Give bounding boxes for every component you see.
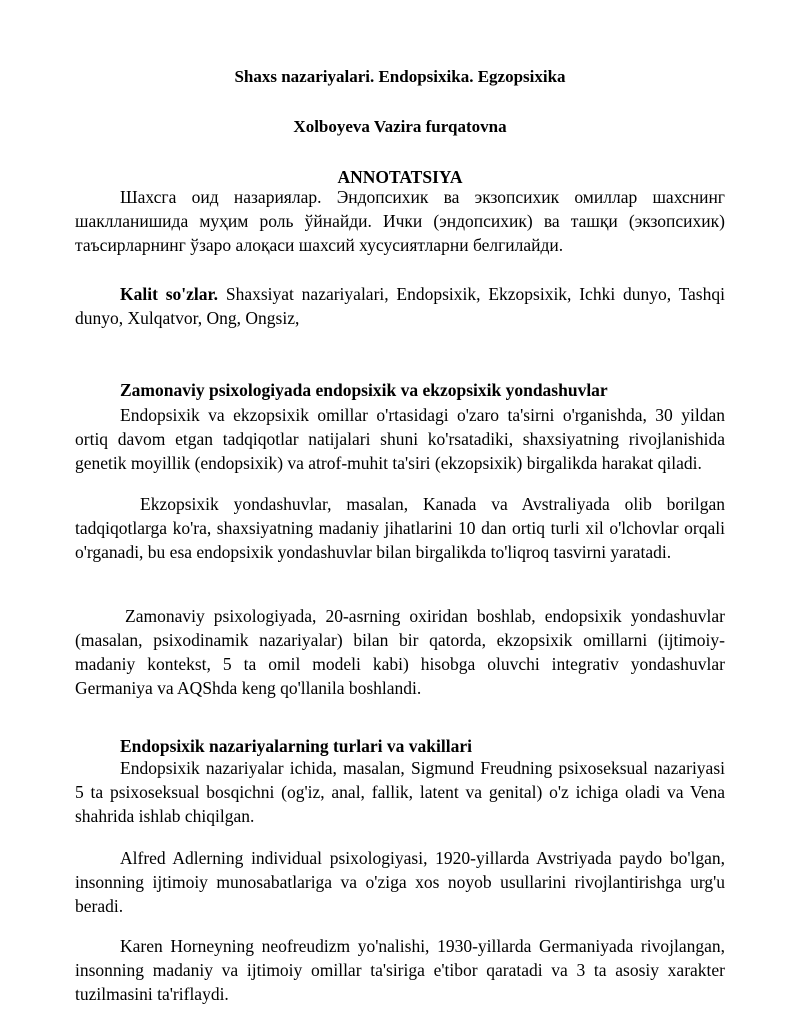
- body-paragraph: Endopsixik nazariyalar ichida, masalan, Sigmund Freudning psixoseksual nazariyasi 5 ta psixoseksual bosqichni (og'iz, anal, fallik, latent va genital) o'z ichiga oladi va Vena shahrida ishlab chiqilgan.: [75, 758, 725, 826]
- body-paragraph: Zamonaviy psixologiyada, 20-asrning oxiridan boshlab, endopsixik yondashuvlar (masalan, psixodinamik nazariyalar) bilan bir qatorda, ekzopsixik omillarni (ijtimoiy-madaniy kontekst, 5 ta omil modeli kabi) hisobga oluvchi integrativ yondashuvlar Germaniya va AQShda keng qo'llanila boshlandi.: [75, 606, 725, 698]
- author-name: Xolboyeva Vazira furqatovna: [293, 117, 507, 136]
- section-heading: Zamonaviy psixologiyada endopsixik va ekzopsixik yondashuvlar: [120, 380, 608, 400]
- annotation-heading: ANNOTATSIYA: [337, 167, 463, 187]
- body-paragraph: Endopsixik va ekzopsixik omillar o'rtasidagi o'zaro ta'sirni o'rganishda, 30 yildan ortiq davom etgan tadqiqotlar natijalari shuni ko'rsatadiki, shaxsiyatning rivojlanishida genetik moyillik (endopsixik) va atrof-muhit ta'siri (ekzopsixik) birgalikda harakat qiladi.: [75, 405, 725, 473]
- keywords-label: Kalit so'zlar.: [120, 284, 219, 304]
- keywords-paragraph: [75, 282, 725, 330]
- annotation-text: Шахсга оид назариялар. Эндопсихик ва экзопсихик омиллар шахснинг шаклланишида муҳим роль ўйнайди. Ички (эндопсихик) ва ташқи (экзопсихик) таъсирларнинг ўзаро алоқаси шахсий хусусиятларни белгилайди.: [75, 187, 725, 255]
- body-paragraph: Ekzopsixik yondashuvlar, masalan, Kanada va Avstraliyada olib borilgan tadqiqotlarga ko'ra, shaxsiyatning madaniy jihatlarini 10 dan ortiq turli xil o'lchovlar orqali o'rganadi, bu esa endopsixik yondashuvlar bilan birgalikda to'liqroq tasvirni yaratadi.: [75, 494, 725, 562]
- keywords-text: Shaxsiyat nazariyalari, Endopsixik, Ekzopsixik, Ichki dunyo, Tashqi dunyo, Xulqatvor, Ong, Ongsiz,: [75, 284, 725, 328]
- body-paragraph: Alfred Adlerning individual psixologiyasi, 1920-yillarda Avstriyada paydo bo'lgan, insonning ijtimoiy munosabatlariga va o'ziga xos noyob usullarini rivojlantirishga urg'u beradi.: [75, 848, 725, 916]
- document-title: Shaxs nazariyalari. Endopsixika. Egzopsixika: [234, 67, 566, 86]
- body-paragraph: Karen Horneyning neofreudizm yo'nalishi, 1930-yillarda Germaniyada rivojlangan, insonning madaniy va ijtimoiy omillar ta'siriga e'tibor qaratadi va 3 ta asosiy xarakter tuzilmasini ta'riflaydi.: [75, 936, 725, 1004]
- section-heading: Endopsixik nazariyalarning turlari va vakillari: [120, 736, 472, 756]
